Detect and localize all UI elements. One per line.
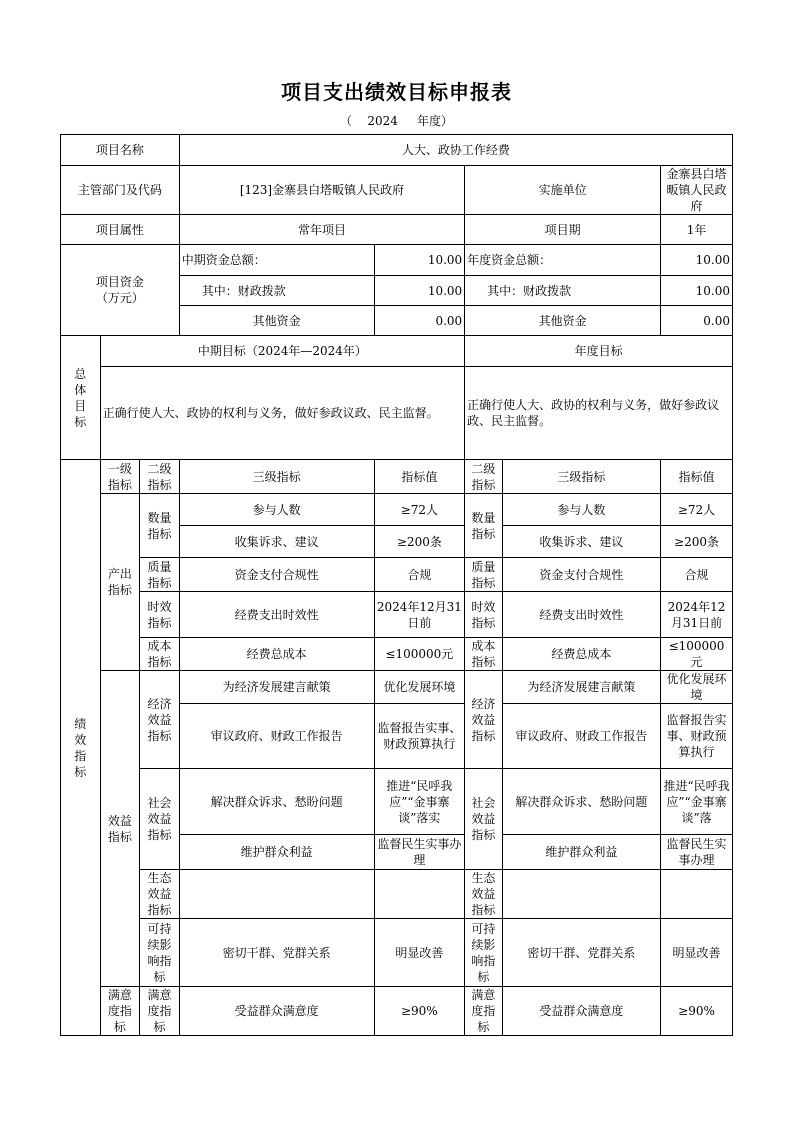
e1-name-annual: 为经济发展建言献策	[502, 671, 660, 704]
sustain-label-annual: 可持续影响指标	[465, 919, 503, 987]
su-annual: 明显改善	[661, 919, 733, 987]
impl: 金寨县白塔畈镇人民政府	[661, 166, 733, 215]
row-project-name	[61, 135, 733, 166]
table-row	[61, 919, 733, 987]
sat-name: 受益群众满意度	[179, 987, 374, 1036]
annual-other-label: 其他资金	[465, 306, 661, 336]
impl-label: 实施单位	[465, 166, 661, 215]
ql-mid: 合规	[374, 558, 465, 592]
row-overall-text	[61, 367, 733, 460]
mid-fiscal: 10.00	[374, 276, 465, 306]
page-title: 项目支出绩效目标申报表	[281, 80, 512, 104]
sat2-label-annual: 满意度指标	[465, 987, 503, 1036]
project-name-label: 项目名称	[61, 135, 180, 166]
t-name: 经费支出时效性	[179, 592, 374, 638]
col-l3-annual: 三级指标	[502, 460, 660, 494]
col-l1: 一级指标	[100, 460, 140, 494]
annual-fiscal-label: 其中：财政拨款	[465, 276, 661, 306]
eco-label: 生态效益指标	[140, 870, 180, 919]
annual-total: 10.00	[661, 245, 733, 276]
s1-mid: 推进“民呼我应”“金事寨谈”落实	[374, 769, 465, 835]
funds-label-line1: 项目资金	[95, 275, 144, 289]
annual-other: 0.00	[661, 306, 733, 336]
sat2-label: 满意度指标	[140, 987, 180, 1036]
s2-name: 维护群众利益	[179, 835, 374, 870]
ql-name: 资金支付合规性	[179, 558, 374, 592]
q2-name-annual: 收集诉求、建议	[502, 526, 660, 558]
indicators-section-label: 绩效指标	[61, 460, 101, 1036]
mid-total-label: 中期资金总额：	[179, 245, 374, 276]
funds-label	[61, 245, 180, 336]
table-row	[61, 494, 733, 526]
year-line	[0, 112, 793, 129]
year-open: （	[340, 114, 353, 128]
e2-name: 审议政府、财政工作报告	[179, 704, 374, 769]
year-value: 2024	[367, 114, 398, 128]
mid-other: 0.00	[374, 306, 465, 336]
quality-label-annual: 质量指标	[465, 558, 503, 592]
q1-name-annual: 参与人数	[502, 494, 660, 526]
period: 1年	[661, 215, 733, 245]
attr-label: 项目属性	[61, 215, 180, 245]
overall-mid-header: 中期目标（2024年—2024年）	[100, 336, 465, 367]
period-label: 项目期	[465, 215, 661, 245]
table-row	[61, 870, 733, 919]
ql-annual: 合规	[661, 558, 733, 592]
q2-mid: ≥200条	[374, 526, 465, 558]
mid-other-label: 其他资金	[179, 306, 374, 336]
row-dept	[61, 166, 733, 215]
e1-name: 为经济发展建言献策	[179, 671, 374, 704]
q2-annual: ≥200条	[661, 526, 733, 558]
timeliness-label: 时效指标	[140, 592, 180, 638]
table-row	[61, 671, 733, 704]
sat-name-annual: 受益群众满意度	[502, 987, 660, 1036]
eco-name-annual-empty	[502, 870, 660, 919]
e1-annual: 优化发展环境	[661, 671, 733, 704]
row-funds-total	[61, 245, 733, 276]
c-annual: ≤100000元	[661, 638, 733, 671]
su-name-annual: 密切干群、党群关系	[502, 919, 660, 987]
overall-mid-text: 正确行使人大、政协的权利与义务，做好参政议政、民主监督。	[100, 367, 465, 460]
c-name-annual: 经费总成本	[502, 638, 660, 671]
econ-label: 经济效益指标	[140, 671, 180, 769]
overall-annual-header: 年度目标	[465, 336, 733, 367]
table-row	[61, 987, 733, 1036]
eco-annual-empty	[661, 870, 733, 919]
annual-total-label: 年度资金总额：	[465, 245, 661, 276]
social-label-annual: 社会效益指标	[465, 769, 503, 870]
e2-mid: 监督报告实事、财政预算执行	[374, 704, 465, 769]
s1-name: 解决群众诉求、愁盼问题	[179, 769, 374, 835]
row-attr	[61, 215, 733, 245]
col-l2-annual: 二级指标	[465, 460, 503, 494]
dept-label: 主管部门及代码	[61, 166, 180, 215]
overall-label: 总体目标	[61, 336, 101, 460]
timeliness-label-annual: 时效指标	[465, 592, 503, 638]
col-l3: 三级指标	[179, 460, 374, 494]
satisfaction-label: 满意度指标	[100, 987, 140, 1036]
sat-annual: ≥90%	[661, 987, 733, 1036]
mid-fiscal-label: 其中：财政拨款	[179, 276, 374, 306]
overall-annual-text: 正确行使人大、政协的权利与义务，做好参政议政、民主监督。	[465, 367, 733, 460]
annual-fiscal: 10.00	[661, 276, 733, 306]
e1-mid: 优化发展环境	[374, 671, 465, 704]
sustain-label: 可持续影响指标	[140, 919, 180, 987]
col-val: 指标值	[374, 460, 465, 494]
col-val-annual: 指标值	[661, 460, 733, 494]
s2-mid: 监督民生实事办理	[374, 835, 465, 870]
q1-annual: ≥72人	[661, 494, 733, 526]
mid-total: 10.00	[374, 245, 465, 276]
row-indicator-header	[61, 460, 733, 494]
s2-name-annual: 维护群众利益	[502, 835, 660, 870]
t-annual: 2024年12月31日前	[661, 592, 733, 638]
project-name: 人大、政协工作经费	[179, 135, 732, 166]
table-row	[61, 592, 733, 638]
t-name-annual: 经费支出时效性	[502, 592, 660, 638]
cost-label-annual: 成本指标	[465, 638, 503, 671]
quantity-label-annual: 数量指标	[465, 494, 503, 558]
year-unit: 年度）	[416, 114, 453, 128]
cost-label: 成本指标	[140, 638, 180, 671]
q1-name: 参与人数	[179, 494, 374, 526]
eco-label-annual: 生态效益指标	[465, 870, 503, 919]
su-name: 密切干群、党群关系	[179, 919, 374, 987]
funds-label-line2: （万元）	[95, 291, 144, 305]
output-label: 产出指标	[100, 494, 140, 671]
sat-mid: ≥90%	[374, 987, 465, 1036]
table-row	[61, 558, 733, 592]
eco-name-empty	[179, 870, 374, 919]
econ-label-annual: 经济效益指标	[465, 671, 503, 769]
e2-annual: 监督报告实事、财政预算执行	[661, 704, 733, 769]
e2-name-annual: 审议政府、财政工作报告	[502, 704, 660, 769]
row-overall-header	[61, 336, 733, 367]
t-mid: 2024年12月31日前	[374, 592, 465, 638]
table-row	[61, 638, 733, 671]
s1-name-annual: 解决群众诉求、愁盼问题	[502, 769, 660, 835]
attr: 常年项目	[179, 215, 464, 245]
quantity-label: 数量指标	[140, 494, 180, 558]
table-row	[61, 769, 733, 835]
performance-table	[60, 134, 733, 1036]
benefit-label: 效益指标	[100, 671, 140, 987]
eco-mid-empty	[374, 870, 465, 919]
quality-label: 质量指标	[140, 558, 180, 592]
c-mid: ≤100000元	[374, 638, 465, 671]
social-label: 社会效益指标	[140, 769, 180, 870]
q2-name: 收集诉求、建议	[179, 526, 374, 558]
s1-annual: 推进“民呼我应”“金事寨谈”落	[661, 769, 733, 835]
c-name: 经费总成本	[179, 638, 374, 671]
dept: [123]金寨县白塔畈镇人民政府	[179, 166, 464, 215]
col-l2: 二级指标	[140, 460, 180, 494]
q1-mid: ≥72人	[374, 494, 465, 526]
su-mid: 明显改善	[374, 919, 465, 987]
s2-annual: 监督民生实事办理	[661, 835, 733, 870]
ql-name-annual: 资金支付合规性	[502, 558, 660, 592]
